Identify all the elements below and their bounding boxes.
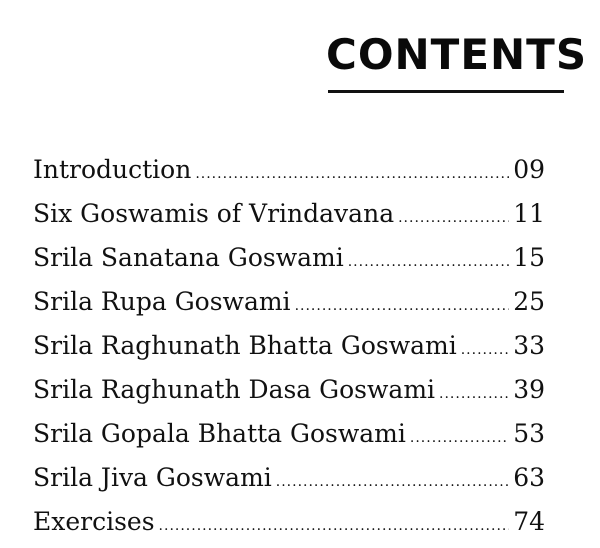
dot-leader <box>295 284 510 328</box>
dot-leader <box>398 196 509 240</box>
toc-entry <box>33 456 545 500</box>
toc-entry-title: Srila Raghunath Dasa Goswami <box>33 375 436 404</box>
toc-entry-page: 39 <box>513 375 545 404</box>
toc-entry-title: Six Goswamis of Vrindavana <box>33 199 395 228</box>
contents-heading <box>326 30 588 79</box>
toc-entry <box>33 500 545 544</box>
toc-entry-page: 09 <box>513 155 545 184</box>
toc-entry-page: 11 <box>513 199 545 228</box>
dot-leader <box>410 416 509 460</box>
toc-entry <box>33 412 545 456</box>
toc-entry-title: Srila Jiva Goswami <box>33 463 272 492</box>
toc-entry-page: 63 <box>513 463 545 492</box>
dot-leader <box>348 240 509 284</box>
toc-entry-title: Srila Rupa Goswami <box>33 287 291 316</box>
toc-entry-page: 74 <box>513 507 545 536</box>
toc-entry-title: Introduction <box>33 155 192 184</box>
toc-entry <box>33 236 545 280</box>
dot-leader <box>461 328 509 372</box>
toc-entry-page: 33 <box>513 331 545 360</box>
toc-entry-page: 53 <box>513 419 545 448</box>
dot-leader <box>195 152 509 196</box>
dot-leader <box>276 460 509 504</box>
table-of-contents <box>33 148 545 544</box>
toc-entry-title: Srila Gopala Bhatta Goswami <box>33 419 406 448</box>
heading-underline <box>328 90 564 93</box>
toc-entry <box>33 192 545 236</box>
dot-leader <box>439 372 509 416</box>
toc-entry-page: 25 <box>513 287 545 316</box>
toc-entry <box>33 368 545 412</box>
toc-entry-title: Exercises <box>33 507 155 536</box>
toc-entry-page: 15 <box>513 243 545 272</box>
page-title: CONTENTS <box>326 30 588 79</box>
dot-leader <box>159 504 510 548</box>
toc-entry-title: Srila Raghunath Bhatta Goswami <box>33 331 457 360</box>
toc-entry <box>33 148 545 192</box>
toc-entry <box>33 280 545 324</box>
toc-entry <box>33 324 545 368</box>
toc-entry-title: Srila Sanatana Goswami <box>33 243 344 272</box>
